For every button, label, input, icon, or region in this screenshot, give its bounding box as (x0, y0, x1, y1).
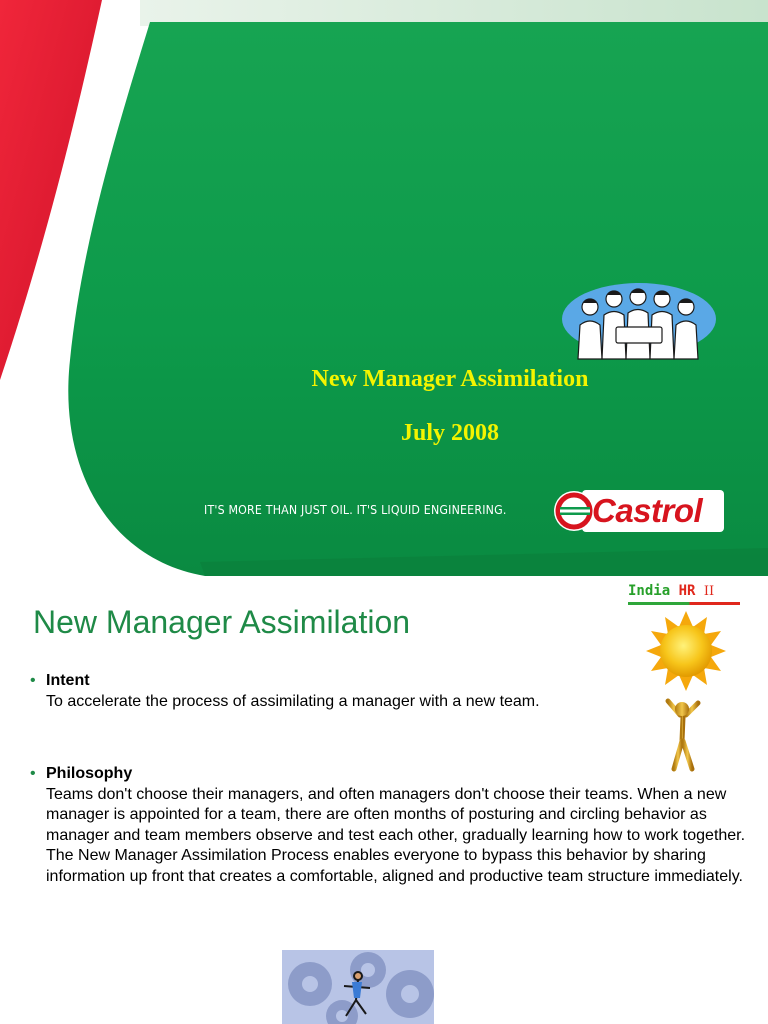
badge-india: India (628, 583, 671, 599)
bullet-body: Teams don't choose their managers, and often managers don't choose their teams. When a new manager is appointed for a team, there are often months of posturing and circling behavior as manager and team members observe and test each other, gradually learning how to work together. The New Manager Assimilation Process enables everyone to bypass this behavior by sharing information up front that creates a comfortable, aligned and productive team structure immediately. (46, 785, 746, 885)
slide-heading: New Manager Assimilation (33, 604, 411, 640)
badge-mark: II (703, 584, 715, 599)
bullet-heading: Intent (46, 672, 90, 689)
india-hr-badge (628, 583, 714, 599)
castrol-logo (552, 488, 724, 534)
badge-underline (628, 602, 740, 605)
slide-title: New Manager Assimilation (311, 366, 589, 392)
team-clipart-icon (562, 281, 716, 361)
gears-illustration-icon (282, 950, 434, 1024)
brand-tagline: IT'S MORE THAN JUST OIL. IT'S LIQUID ENGINEERING. (204, 503, 507, 517)
bullet-heading: Philosophy (46, 765, 133, 782)
castrol-wordmark: Castrol (592, 492, 703, 529)
slide-date: July 2008 (400, 420, 499, 446)
content-slide (0, 576, 768, 1024)
bullet-dot: • (30, 672, 36, 689)
badge-hr: HR (678, 583, 696, 599)
bullet-body: To accelerate the process of assimilating a manager with a new team. (46, 692, 540, 710)
bullet-dot: • (30, 765, 36, 782)
